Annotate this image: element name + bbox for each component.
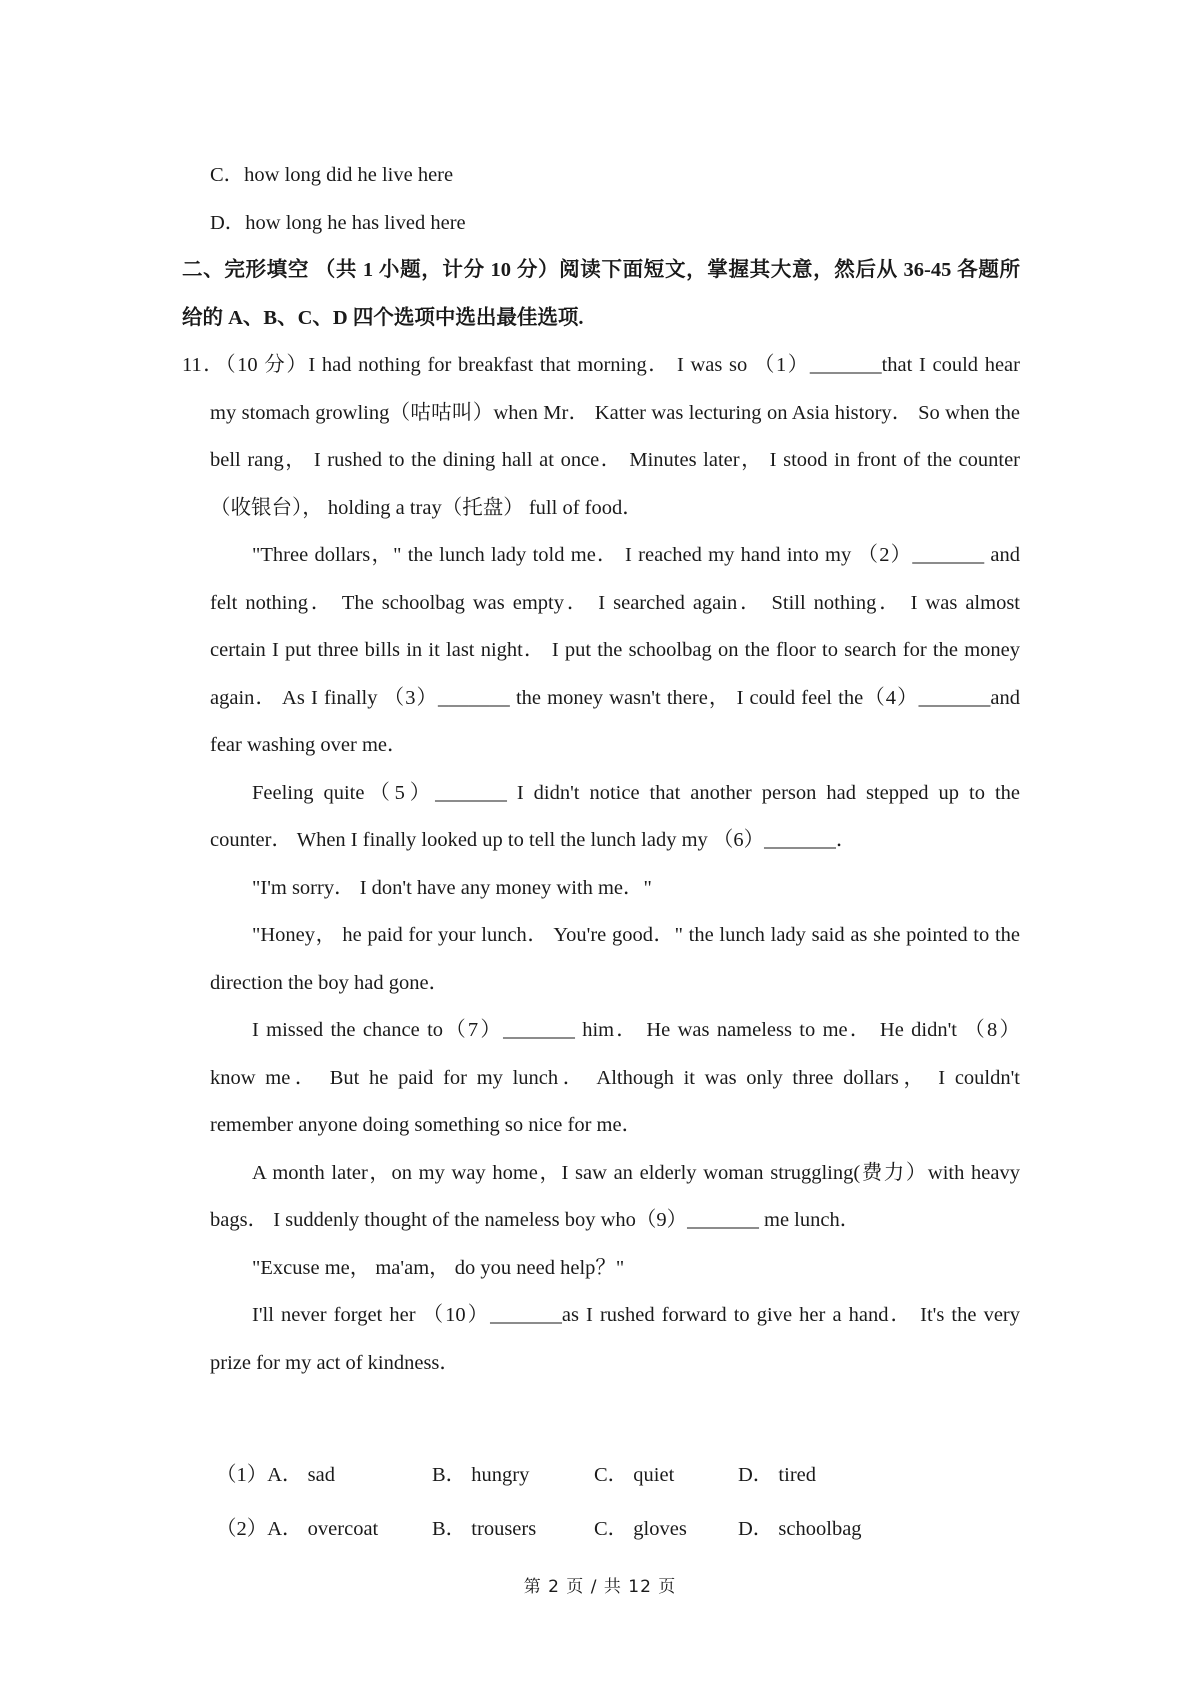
choice-b: B． trousers [432, 1518, 537, 1540]
passage-line: remember anyone doing something so nice for me． [210, 1114, 643, 1136]
passage-line: bell rang， I rushed to the dining hall at once． Minutes later， I stood in front of the counter [210, 449, 1020, 471]
passage-line: certain I put three bills in it last night． I put the schoolbag on the floor to search for the money [210, 639, 1020, 661]
passage-line: I'll never forget her （10）_______as I rushed forward to give her a hand． It's the very [252, 1304, 1020, 1326]
passage-line: "Honey， he paid for your lunch． You're good．" the lunch lady said as she pointed to the [252, 924, 1020, 946]
choice-b: B． hungry [432, 1464, 530, 1486]
passage-line: I missed the chance to（7）_______ him． He was nameless to me． He didn't （8） [252, 1019, 1020, 1041]
passage-line: bags． I suddenly thought of the nameless boy who（9）_______ me lunch． [210, 1209, 861, 1231]
passage-line: 11．（10 分）I had nothing for breakfast that morning． I was so （1）_______that I could hear [182, 354, 1020, 376]
passage-line: felt nothing． The schoolbag was empty． I searched again． Still nothing． I was almost [210, 592, 1020, 614]
passage-line: "Excuse me， ma'am， do you need help？" [252, 1257, 625, 1279]
passage-line: prize for my act of kindness． [210, 1352, 460, 1374]
passage-line: （收银台）， holding a tray（托盘） full of food． [210, 497, 643, 519]
passage-line: my stomach growling（咕咕叫）when Mr． Katter was lecturing on Asia history． So when the [210, 402, 1020, 424]
passage-line: fear washing over me． [210, 734, 408, 756]
passage-line: direction the boy had gone． [210, 972, 450, 994]
option-d: D．how long he has lived here [210, 212, 466, 234]
choice-d: D． schoolbag [738, 1518, 862, 1540]
choice-c: C． quiet [594, 1464, 675, 1486]
section-heading-cont: 给的 A、B、C、D 四个选项中选出最佳选项. [182, 307, 584, 329]
passage-line: A month later，on my way home，I saw an elderly woman struggling(费力）with heavy [252, 1162, 1020, 1184]
page-number: 第 2 页 / 共 12 页 [523, 1577, 677, 1597]
passage-line: "I'm sorry． I don't have any money with me．" [252, 877, 652, 899]
passage-line: know me． But he paid for my lunch． Although it was only three dollars， I couldn't [210, 1067, 1020, 1089]
choice-a: （1）A． sad [216, 1464, 336, 1486]
passage-line: counter． When I finally looked up to tell the lunch lady my （6）_______． [210, 829, 857, 851]
passage-line: "Three dollars，" the lunch lady told me． I reached my hand into my （2）_______ and [252, 544, 1020, 566]
choice-a: （2）A． overcoat [216, 1518, 379, 1540]
passage-line: Feeling quite（5）_______ I didn't notice that another person had stepped up to the [252, 782, 1020, 804]
passage-line: again． As I finally （3）_______ the money wasn't there， I could feel the（4）_______and [210, 687, 1020, 709]
section-heading: 二、完形填空 （共 1 小题，计分 10 分）阅读下面短文，掌握其大意，然后从 36-45 各题所 [182, 259, 1020, 281]
option-c: C．how long did he live here [210, 164, 454, 186]
choice-c: C． gloves [594, 1518, 687, 1540]
choice-d: D． tired [738, 1464, 816, 1486]
